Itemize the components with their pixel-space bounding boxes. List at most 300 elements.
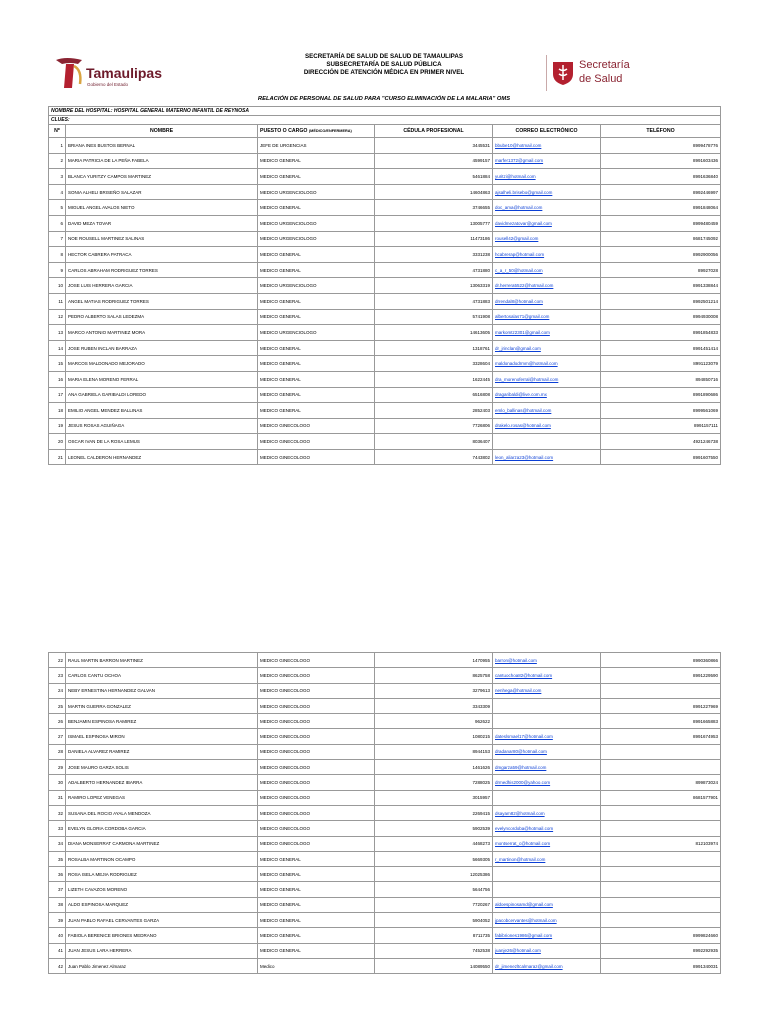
staff-name: DAVID MEZA TOVAR — [66, 215, 258, 231]
row-number: 23 — [49, 668, 66, 683]
staff-position: MEDICO GENERAL — [258, 928, 375, 943]
row-number: 28 — [49, 744, 66, 759]
staff-phone: 8992501214 — [601, 293, 721, 309]
col-header-num: Nº — [49, 125, 66, 138]
row-number: 39 — [49, 913, 66, 928]
row-number: 24 — [49, 683, 66, 698]
staff-position: MEDICO URGENCIOLOGO — [258, 325, 375, 341]
staff-email[interactable]: barron@hotmail.com — [493, 653, 601, 668]
row-number: 36 — [49, 867, 66, 882]
col-header-email: CORREO ELECTRÓNICO — [493, 125, 601, 138]
staff-cedula: 2269415 — [375, 805, 493, 820]
table-row — [49, 805, 721, 820]
staff-name: HECTOR CABRERA PATRACA — [66, 247, 258, 263]
staff-position: MEDICO GINECOLOGO — [258, 668, 375, 683]
staff-phone: 8991123079 — [601, 356, 721, 372]
staff-cedula: 4731880 — [375, 262, 493, 278]
staff-phone: 8991338844 — [601, 278, 721, 294]
table-row — [49, 851, 721, 866]
table-row — [49, 790, 721, 805]
table-header — [49, 125, 721, 138]
staff-email — [493, 882, 601, 897]
staff-cedula: 14613605 — [375, 325, 493, 341]
row-number: 5 — [49, 200, 66, 216]
table-row — [49, 184, 721, 200]
staff-phone: 8991674953 — [601, 729, 721, 744]
staff-position: MEDICO GENERAL — [258, 340, 375, 356]
staff-phone: 8991854833 — [601, 325, 721, 341]
table-row — [49, 744, 721, 759]
table-row — [49, 928, 721, 943]
staff-position: MEDICO URGENCIOLOGO — [258, 231, 375, 247]
row-number: 41 — [49, 943, 66, 958]
staff-name: JOSE RUBEN INCLAN BARRAZA — [66, 340, 258, 356]
staff-name: RAMIRO LOPEZ VENEGAS — [66, 790, 258, 805]
staff-email[interactable]: doc_ama@hotmail.com — [493, 200, 601, 216]
table-row — [49, 278, 721, 294]
row-number: 40 — [49, 928, 66, 943]
table-row — [49, 897, 721, 912]
staff-phone — [601, 805, 721, 820]
col-header-post — [258, 125, 375, 138]
staff-email — [493, 790, 601, 805]
staff-phone: 8992446997 — [601, 184, 721, 200]
staff-cedula: 3746655 — [375, 200, 493, 216]
staff-position: MEDICO GENERAL — [258, 293, 375, 309]
col-header-post-text: PUESTO O CARGO — [260, 128, 308, 134]
tamaulipas-logo-text: Tamaulipas — [86, 65, 162, 81]
staff-phone: 8991340031 — [601, 958, 721, 973]
table-row — [49, 775, 721, 790]
staff-position: MEDICO GENERAL — [258, 153, 375, 169]
salud-logo-line-1: Secretaría — [579, 59, 630, 71]
staff-name: RAUL MARTIN BARRON MARTINEZ — [66, 653, 258, 668]
row-number: 34 — [49, 836, 66, 851]
staff-name: JUAN JESUS LARA HERRERA — [66, 943, 258, 958]
staff-phone: 812103974 — [601, 836, 721, 851]
staff-name: ROSALBA MARTINON OCAMPO — [66, 851, 258, 866]
staff-position: MEDICO GENERAL — [258, 943, 375, 958]
staff-email[interactable]: jpacobcervantes@hotmail.com — [493, 913, 601, 928]
staff-cedula: 14604863 — [375, 184, 493, 200]
staff-position: MEDICO GENERAL — [258, 169, 375, 185]
staff-phone: 8994930008 — [601, 309, 721, 325]
row-number: 12 — [49, 309, 66, 325]
staff-email[interactable]: hcabrerap@hotmail.com — [493, 247, 601, 263]
col-header-post-sub: (MÉDICO/ENFERMERA) — [308, 129, 352, 133]
staff-cedula: 8711735 — [375, 928, 493, 943]
row-number: 18 — [49, 403, 66, 419]
row-number: 30 — [49, 775, 66, 790]
table-row — [49, 340, 721, 356]
staff-name: JOSE MAURO GARZA SOLIS — [66, 760, 258, 775]
table-row — [49, 913, 721, 928]
staff-cedula: 5741908 — [375, 309, 493, 325]
staff-cedula: 4468273 — [375, 836, 493, 851]
staff-email[interactable]: drrendal8@hotmail.com — [493, 293, 601, 309]
staff-email[interactable]: marfer1372@gmail.com — [493, 153, 601, 169]
staff-position: MEDICO GENERAL — [258, 356, 375, 372]
staff-position: MEDICO GINECOLOGO — [258, 821, 375, 836]
staff-phone — [601, 867, 721, 882]
staff-phone: 8991848064 — [601, 200, 721, 216]
staff-email[interactable]: rousell42@gmail.com — [493, 231, 601, 247]
staff-position: MEDICO GINECOLOGO — [258, 683, 375, 698]
col-header-phone: TELÉFONO — [601, 125, 721, 138]
staff-phone: 8681577901 — [601, 790, 721, 805]
header-line-2: SUBSECRETARÍA DE SALUD PÚBLICA — [326, 61, 442, 68]
staff-name: ADALBERTO HERNANDEZ IBARRA — [66, 775, 258, 790]
table-row — [49, 882, 721, 897]
staff-cedula: 7443802 — [375, 449, 493, 465]
staff-phone — [601, 897, 721, 912]
staff-cedula: 4599157 — [375, 153, 493, 169]
table-row — [49, 215, 721, 231]
staff-cedula: 13063319 — [375, 278, 493, 294]
staff-phone — [601, 882, 721, 897]
staff-name: MARIA PATRICIA DE LA PEÑA FABELA — [66, 153, 258, 169]
staff-name: MARCOS MALDONADO MEJORADO — [66, 356, 258, 372]
staff-email[interactable]: dsayam82@hotmail.com — [493, 805, 601, 820]
header-line-1: SECRETARÍA DE SALUD DE SALUD DE TAMAULIPAS — [305, 53, 463, 60]
staff-position: MEDICO GENERAL — [258, 200, 375, 216]
staff-name: JUAN PABLO RAFAEL CERVANTES GARZA — [66, 913, 258, 928]
table-row — [49, 668, 721, 683]
report-title: RELACIÓN DE PERSONAL DE SALUD PARA "CURSO ELIMINACIÓN DE LA MALARIA" OMS — [257, 96, 511, 102]
staff-email — [493, 434, 601, 450]
staff-cedula: 7288025 — [375, 775, 493, 790]
staff-position: MEDICO GINECOLOGO — [258, 790, 375, 805]
staff-cedula: 5461884 — [375, 169, 493, 185]
logo-divider — [546, 55, 547, 91]
staff-position: MEDICO GENERAL — [258, 403, 375, 419]
staff-cedula: 2852403 — [375, 403, 493, 419]
clues-row — [49, 116, 721, 125]
staff-email[interactable]: dradanar80@hotmail.com — [493, 744, 601, 759]
staff-email[interactable]: dr_jimenezltcalmaraz@gmail.com — [493, 958, 601, 973]
table-row — [49, 729, 721, 744]
staff-email[interactable]: yuritzi@hotmail.com — [493, 169, 601, 185]
staff-position: MEDICO GINECOLOGO — [258, 836, 375, 851]
staff-position: MEDICO GENERAL — [258, 851, 375, 866]
staff-position: MEDICO GINECOLOGO — [258, 698, 375, 713]
staff-phone: 894850716 — [601, 371, 721, 387]
hospital-name: NOMBRE DEL HOSPITAL: HOSPITAL GENERAL MATERNO INFANTIL DE REYNOSA — [49, 107, 721, 116]
row-number: 14 — [49, 340, 66, 356]
staff-cedula: 3343309 — [375, 698, 493, 713]
staff-email[interactable]: bbube10@hotmail.com — [493, 138, 601, 154]
staff-phone: 8991227969 — [601, 698, 721, 713]
staff-name: EMILIO ANGEL MENDEZ BALLINAS — [66, 403, 258, 419]
staff-position: MEDICO GENERAL — [258, 867, 375, 882]
staff-email[interactable]: r_martinon@hotmail.com — [493, 851, 601, 866]
staff-name: BENJAMIN ESPINOSA RAMIREZ — [66, 714, 258, 729]
staff-cedula: 3328604 — [375, 356, 493, 372]
col-header-cedula: CÉDULA PROFESIONAL — [375, 125, 493, 138]
staff-email[interactable]: c_a_r_50@hotmail.com — [493, 262, 601, 278]
row-number: 26 — [49, 714, 66, 729]
staff-name: ISMAEL ESPINOSA MIRON — [66, 729, 258, 744]
staff-position: MEDICO GINECOLOGO — [258, 653, 375, 668]
row-number: 25 — [49, 698, 66, 713]
row-number: 35 — [49, 851, 66, 866]
table-row — [49, 247, 721, 263]
row-number: 9 — [49, 262, 66, 278]
staff-email[interactable]: cantuochoa82@hotmail.com — [493, 668, 601, 683]
header-title-block — [200, 53, 568, 77]
staff-email[interactable]: montserrat_c@hotmail.com — [493, 836, 601, 851]
staff-cedula: 5904052 — [375, 913, 493, 928]
staff-position: Medico — [258, 958, 375, 973]
staff-email[interactable]: dr_jrinclan@gmail.com — [493, 340, 601, 356]
row-number: 4 — [49, 184, 66, 200]
staff-email[interactable]: nenhega@hotmail.com — [493, 683, 601, 698]
row-number: 15 — [49, 356, 66, 372]
salud-logo-line-2: de Salud — [579, 73, 623, 85]
staff-cedula: 7452538 — [375, 943, 493, 958]
staff-email[interactable]: drakelo.rosas@hotmail.com — [493, 418, 601, 434]
staff-email[interactable]: aldoespinosamd@gmail.com — [493, 897, 601, 912]
staff-cedula: 13005777 — [375, 215, 493, 231]
staff-name: MARIA ELENA MORENO FERRAL — [66, 371, 258, 387]
staff-cedula: 5902539 — [375, 821, 493, 836]
staff-position: MEDICO URGENCIOLOGO — [258, 278, 375, 294]
staff-phone — [601, 851, 721, 866]
staff-phone — [601, 744, 721, 759]
staff-name: JESUS ROSAS AGUIÑAGA — [66, 418, 258, 434]
table-row — [49, 371, 721, 387]
staff-name: NOE ROUSELL MARTINEZ SALINAS — [66, 231, 258, 247]
table-row — [49, 418, 721, 434]
row-number: 42 — [49, 958, 66, 973]
staff-email[interactable]: juanje26@hotmail.com — [493, 943, 601, 958]
row-number: 38 — [49, 897, 66, 912]
staff-name: EVELYN GLORIA CORDOBA GARCIA — [66, 821, 258, 836]
staff-cedula: 1461626 — [375, 760, 493, 775]
staff-position: MEDICO GINECOLOGO — [258, 434, 375, 450]
staff-name: ROSA ISELA MEJIA RODRIGUEZ — [66, 867, 258, 882]
row-number: 21 — [49, 449, 66, 465]
staff-cedula: 3279613 — [375, 683, 493, 698]
staff-name: FABIOLA BERENICE BRIONES MEDRANO — [66, 928, 258, 943]
staff-phone: 8992900056 — [601, 247, 721, 263]
staff-email[interactable]: dragaribaldi@live.com.mx — [493, 387, 601, 403]
staff-position: MEDICO URGENCIOLOGO — [258, 215, 375, 231]
staff-name: MARTIN GUERRA GONZALEZ — [66, 698, 258, 713]
staff-phone: 8999478776 — [601, 138, 721, 154]
staff-position: MEDICO GENERAL — [258, 247, 375, 263]
row-number: 13 — [49, 325, 66, 341]
staff-name: SONIA ALHELI BRISEÑO SALAZAR — [66, 184, 258, 200]
staff-cedula: 7726806 — [375, 418, 493, 434]
staff-phone: 89927028 — [601, 262, 721, 278]
staff-position: MEDICO GINECOLOGO — [258, 418, 375, 434]
table-row — [49, 714, 721, 729]
staff-cedula: 14089550 — [375, 958, 493, 973]
staff-position: MEDICO GINECOLOGO — [258, 449, 375, 465]
staff-name: CARLOS ABRAHAM RODRIGUEZ TORRES — [66, 262, 258, 278]
table-row — [49, 943, 721, 958]
staff-table-page-2 — [48, 652, 721, 974]
staff-email[interactable]: fabibriones1986@gmail.com — [493, 928, 601, 943]
staff-name: ANGEL MATIAS RODRIGUEZ TORRES — [66, 293, 258, 309]
staff-position: MEDICO GENERAL — [258, 897, 375, 912]
staff-name: ALDO ESPINOSA MARQUEZ — [66, 897, 258, 912]
staff-cedula: 12025386 — [375, 867, 493, 882]
staff-name: MARCO ANTONIO MARTINEZ MORA — [66, 325, 258, 341]
staff-name: OSCAR IVAN DE LA ROSA LEMUS — [66, 434, 258, 450]
staff-name: DIANA MONSERRAT CARMONA MARTINEZ — [66, 836, 258, 851]
staff-name: BLANCA YURITZY CAMPOS MARTINEZ — [66, 169, 258, 185]
table-row — [49, 958, 721, 973]
staff-position: MEDICO GINECOLOGO — [258, 760, 375, 775]
staff-position: MEDICO GINECOLOGO — [258, 805, 375, 820]
staff-position: MEDICO GENERAL — [258, 387, 375, 403]
staff-phone — [601, 821, 721, 836]
row-number: 11 — [49, 293, 66, 309]
staff-name: BRIANA INES BUSTOS BERNAL — [66, 138, 258, 154]
staff-phone: 8991607550 — [601, 449, 721, 465]
staff-position: MEDICO GINECOLOGO — [258, 729, 375, 744]
table-row — [49, 138, 721, 154]
staff-email[interactable]: dmgarza59@hotmail.com — [493, 760, 601, 775]
staff-cedula: 962622 — [375, 714, 493, 729]
staff-phone: 8991451414 — [601, 340, 721, 356]
header-line-3: DIRECCIÓN DE ATENCIÓN MÉDICA EN PRIMER NIVEL — [303, 69, 465, 76]
staff-email[interactable]: emlo_ballinas@hotmail.com — [493, 403, 601, 419]
staff-email[interactable]: dra_morenoferral@hotmail.com — [493, 371, 601, 387]
staff-email[interactable]: dateslsmael17@hotmail.com — [493, 729, 601, 744]
staff-cedula: 1318761 — [375, 340, 493, 356]
staff-position: MEDICO GENERAL — [258, 913, 375, 928]
row-number: 32 — [49, 805, 66, 820]
staff-name: CARLOS CANTU OCHOA — [66, 668, 258, 683]
table-row — [49, 231, 721, 247]
row-number: 7 — [49, 231, 66, 247]
staff-name: SUSANA DEL ROCIO AYALA MENDOZA — [66, 805, 258, 820]
row-number: 27 — [49, 729, 66, 744]
staff-cedula: 5669305 — [375, 851, 493, 866]
tamaulipas-logo — [52, 54, 182, 94]
staff-phone: 8991665883 — [601, 714, 721, 729]
staff-table-page-1 — [48, 106, 721, 465]
staff-phone — [601, 683, 721, 698]
staff-position: MEDICO GINECOLOGO — [258, 775, 375, 790]
staff-cedula: 1080215 — [375, 729, 493, 744]
staff-phone: 8990360866 — [601, 653, 721, 668]
staff-email[interactable]: dr.herrera5522@hotmail.com — [493, 278, 601, 294]
staff-position: MEDICO GINECOLOGO — [258, 714, 375, 729]
staff-cedula: 1622445 — [375, 371, 493, 387]
row-number: 2 — [49, 153, 66, 169]
staff-name: LIZETH CAVAZOS MORENO — [66, 882, 258, 897]
staff-position: JEFE DE URGENCIAS — [258, 138, 375, 154]
staff-phone: 8992292935 — [601, 943, 721, 958]
row-number: 1 — [49, 138, 66, 154]
staff-phone — [601, 760, 721, 775]
table-row — [49, 169, 721, 185]
staff-phone: 899873024 — [601, 775, 721, 790]
staff-position: MEDICO GINECOLOGO — [258, 744, 375, 759]
row-number: 6 — [49, 215, 66, 231]
staff-email[interactable]: markomtz2301@gmail.com — [493, 325, 601, 341]
staff-cedula: 4731883 — [375, 293, 493, 309]
row-number: 33 — [49, 821, 66, 836]
row-number: 19 — [49, 418, 66, 434]
staff-cedula: 5644756 — [375, 882, 493, 897]
table-row — [49, 153, 721, 169]
row-number: 16 — [49, 371, 66, 387]
staff-position: MEDICO URGENCIOLOGO — [258, 184, 375, 200]
staff-cedula: 3015957 — [375, 790, 493, 805]
row-number: 31 — [49, 790, 66, 805]
staff-email[interactable]: evelyncordoba@hotmail.com — [493, 821, 601, 836]
table-row — [49, 262, 721, 278]
staff-cedula: 8036407 — [375, 434, 493, 450]
staff-email[interactable]: davidmezatovar@gmail.com — [493, 215, 601, 231]
staff-email[interactable]: drmedhis2000@yahoo.com — [493, 775, 601, 790]
staff-name: JOSE LUIS HERRERA GARCIA — [66, 278, 258, 294]
staff-position: MEDICO GENERAL — [258, 309, 375, 325]
table-row — [49, 434, 721, 450]
staff-cedula: 1470955 — [375, 653, 493, 668]
staff-phone: 8999824660 — [601, 928, 721, 943]
staff-phone: 8999480459 — [601, 215, 721, 231]
staff-phone: 8991890686 — [601, 387, 721, 403]
staff-phone: 8991229590 — [601, 668, 721, 683]
table-row — [49, 387, 721, 403]
staff-phone: 8991636840 — [601, 169, 721, 185]
tamaulipas-logo-subtext: Gobierno del Estado — [87, 82, 129, 87]
staff-name: NEBY ERNESTINA HERNANDEZ GALVAN — [66, 683, 258, 698]
staff-phone: 8991603436 — [601, 153, 721, 169]
staff-email — [493, 714, 601, 729]
staff-cedula: 7720267 — [375, 897, 493, 912]
table-row — [49, 356, 721, 372]
clues-label: CLUES: — [49, 116, 721, 125]
staff-position: MEDICO GENERAL — [258, 262, 375, 278]
staff-email[interactable]: maldonadodrmm@hotmail.com — [493, 356, 601, 372]
staff-name: MIGUEL ANGEL AVALOS NIETO — [66, 200, 258, 216]
row-number: 8 — [49, 247, 66, 263]
table-row — [49, 653, 721, 668]
staff-cedula: 6516808 — [375, 387, 493, 403]
row-number: 20 — [49, 434, 66, 450]
staff-phone: 8681745092 — [601, 231, 721, 247]
staff-phone — [601, 913, 721, 928]
row-number: 17 — [49, 387, 66, 403]
row-number: 22 — [49, 653, 66, 668]
staff-cedula: 11473186 — [375, 231, 493, 247]
staff-cedula: 3445531 — [375, 138, 493, 154]
table-row — [49, 760, 721, 775]
secretaria-salud-logo — [546, 55, 656, 91]
table-row — [49, 836, 721, 851]
row-number: 3 — [49, 169, 66, 185]
table-row — [49, 821, 721, 836]
salud-shield-icon — [551, 60, 575, 86]
staff-email[interactable]: ajsalheli.brisebo@gmail.com — [493, 184, 601, 200]
staff-name: ANA GABRIELA GARIBALDI LOREDO — [66, 387, 258, 403]
staff-cedula: 8625758 — [375, 668, 493, 683]
staff-phone: 8991157111 — [601, 418, 721, 434]
staff-email[interactable]: leon_aliarza23@hotmail.com — [493, 449, 601, 465]
staff-phone: 8999561069 — [601, 403, 721, 419]
table-row — [49, 200, 721, 216]
staff-email[interactable]: albertosalas71@gmail.com — [493, 309, 601, 325]
row-number: 29 — [49, 760, 66, 775]
row-number: 37 — [49, 882, 66, 897]
